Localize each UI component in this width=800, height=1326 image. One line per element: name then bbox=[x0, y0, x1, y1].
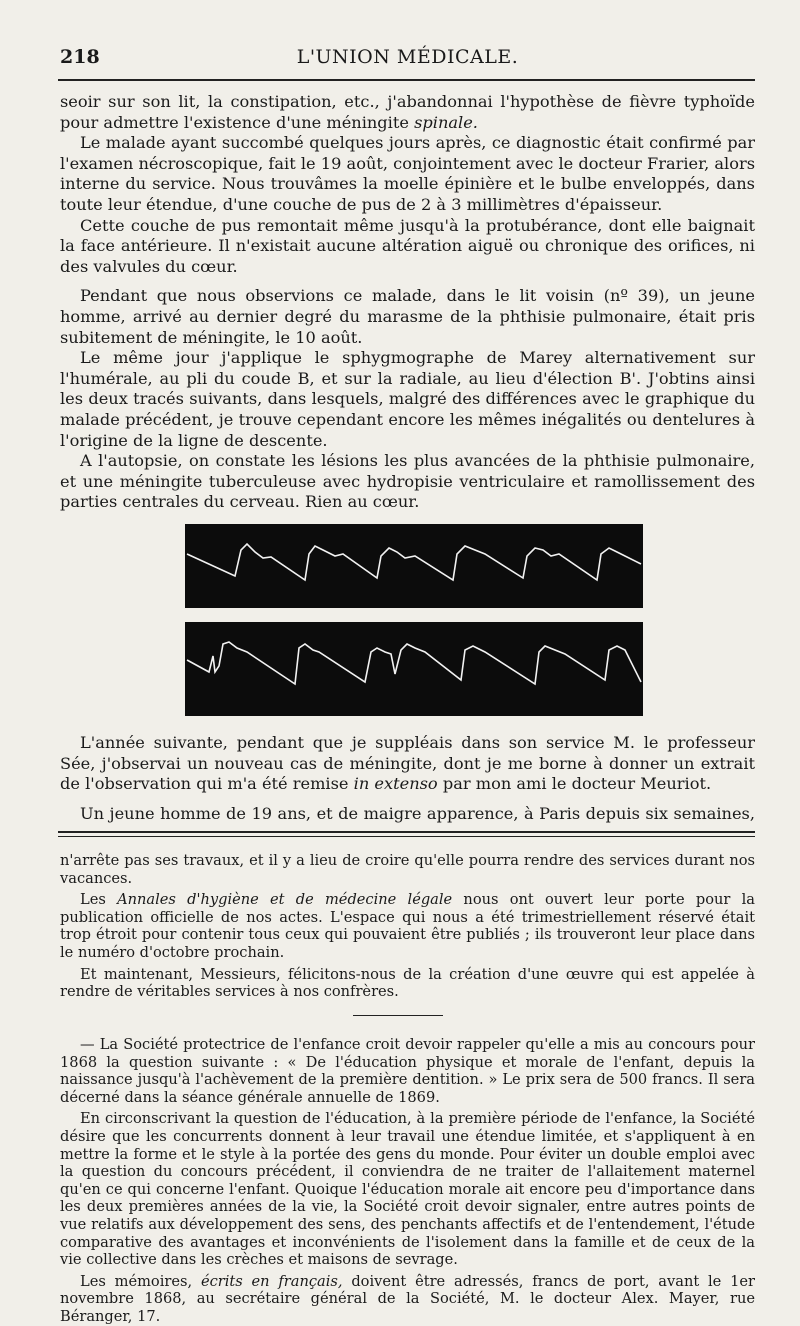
page-number: 218 bbox=[60, 46, 100, 68]
article-text-top bbox=[60, 92, 755, 513]
pulse-wave-line bbox=[187, 544, 641, 580]
paragraph: Le même jour j'applique le sphygmographe de Marey alternativement sur l'humérale, au pli du coude B, et sur la radiale, au lieu d'élection B'. J'obtins ainsi les deux tracés suivants, dans lesquels, malgré des différences avec le graphique du malade précédent, je trouve cependant encore les mêmes inégalités ou dentelures à l'origine de la ligne de descente. bbox=[60, 348, 755, 450]
trace-svg-1 bbox=[185, 524, 643, 608]
pulse-wave-line bbox=[187, 642, 641, 684]
section-divider-thin bbox=[58, 836, 755, 837]
paragraph: Cette couche de pus remontait même jusqu'à la protubérance, dont elle baignait la face antérieure. Il n'existait aucune altération aiguë ou chronique des orifices, ni des valvules du cœur. bbox=[60, 215, 755, 276]
sphygmograph-trace-humeral bbox=[185, 524, 643, 608]
paragraph: Le malade ayant succombé quelques jours après, ce diagnostic était confirmé par l'examen nécroscopique, fait le 19 août, conjointement avec le docteur Frarier, alors interne du service. Nous trouvâmes la moelle épinière et le bulbe enveloppés, dans toute leur étendue, d'une couche de pus de 2 à 3 millimètres d'épaisseur. bbox=[60, 133, 755, 214]
feuilleton-section bbox=[60, 852, 755, 1001]
header-rule bbox=[58, 79, 755, 81]
article-text-bottom bbox=[60, 733, 755, 824]
italic-journal-name: Annales d'hygiène et de médecine légale bbox=[117, 891, 453, 909]
paragraph: En circonscrivant la question de l'éducation, à la première période de l'enfance, la Société désire que les concurrents donnent à leur travail une étendue limitée, et s'appliquent à en mettre la forme et le style à la portée des gens du monde. Pour éviter un double emploi avec la question du concours précédent, il conviendra de ne traiter de l'allaitement maternel qu'en ce qui concerne l'enfant. Quoique l'éducation morale ait encore peu d'importance dans les deux premières années de la vie, la Société croit devoir signaler, entre autres points de vue relatifs aux développement des sens, des penchants affectifs et de l'entendement, l'étude comparative des avantages et inconvénients de l'isolement dans la famille et de ceux de la vie collective dans les crèches et maisons de sevrage. bbox=[60, 1110, 755, 1269]
paragraph: Les Annales d'hygiène et de médecine légale nous ont ouvert leur porte pour la publication officielle de nos actes. L'espace qui nous a été trimestriellement réservé était trop étroit pour contenir tous ceux qui pouvaient être publiés ; ils trouveront leur place dans le numéro d'octobre prochain. bbox=[60, 891, 755, 961]
sphygmograph-trace-radial bbox=[185, 622, 643, 716]
page-header bbox=[60, 46, 755, 76]
short-separator bbox=[353, 1015, 443, 1016]
italic-phrase: in extenso bbox=[353, 774, 438, 794]
trace-svg-2 bbox=[185, 622, 643, 716]
journal-title: L'UNION MÉDICALE. bbox=[296, 46, 519, 68]
italic-phrase: écrits en français, bbox=[200, 1272, 343, 1290]
paragraph: n'arrête pas ses travaux, et il y a lieu de croire qu'elle pourra rendre des services durant nos vacances. bbox=[60, 852, 755, 887]
paragraph: Les mémoires, écrits en français, doivent être adressés, francs de port, avant le 1er novembre 1868, au secrétaire général de la Société, M. le docteur Alex. Mayer, rue Béranger, 17. bbox=[60, 1272, 756, 1325]
paragraph: Un jeune homme de 19 ans, et de maigre apparence, à Paris depuis six semaines, bbox=[80, 803, 755, 823]
paragraph: A l'autopsie, on constate les lésions les plus avancées de la phthisie pulmonaire, et une méningite tuberculeuse avec hydropisie ventriculaire et ramollissement des parties centrales du cerveau. Rien au cœur. bbox=[60, 451, 755, 512]
announcement-section bbox=[60, 1036, 755, 1326]
paragraph: Pendant que nous observions ce malade, dans le lit voisin (nº 39), un jeune homme, arrivé au dernier degré du marasme de la phthisie pulmonaire, était pris subitement de méningite, le 10 août. bbox=[60, 286, 755, 347]
paragraph: Et maintenant, Messieurs, félicitons-nous de la création d'une œuvre qui est appelée à rendre de véritables services à nos confrères. bbox=[60, 965, 755, 1001]
paragraph: L'année suivante, pendant que je suppléais dans son service M. le professeur Sée, j'observai un nouveau cas de méningite, dont je me borne à donner un extrait de l'observation qui m'a été remise in extenso par mon ami le docteur Meuriot. bbox=[60, 733, 755, 794]
paragraph: — La Société protectrice de l'enfance croit devoir rappeler qu'elle a mis au concours pour 1868 la question suivante : « De l'éducation physique et morale de l'enfant, depuis la naissance jusqu'à l'achèvement de la première dentition. » Le prix sera de 500 francs. Il sera décerné dans la séance générale annuelle de 1869. bbox=[60, 1036, 755, 1106]
italic-term: spinale. bbox=[414, 112, 478, 132]
section-divider-thick bbox=[58, 831, 755, 833]
paragraph: seoir sur son lit, la constipation, etc., j'abandonnai l'hypothèse de fièvre typhoïde pour admettre l'existence d'une méningite spinale. bbox=[60, 92, 755, 132]
